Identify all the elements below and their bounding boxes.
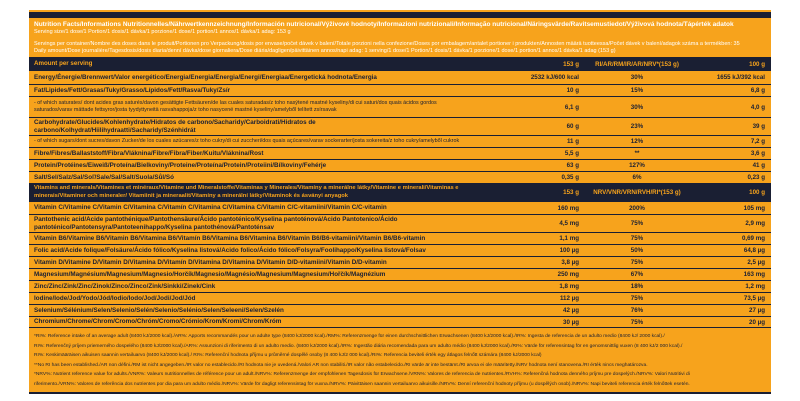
servings-per-container: Servings per container/Nombre des doses dans le produit/Portionen pro Verpackung/dosis por envase/počet dávek v balení/Totale porzioni nella confezione/Doses por embalagem/antalet portioner i produkten/Annosten määrä tuotteessa/Počet dávek v balení/adagok száma a termékben: 35 — [34, 41, 740, 47]
nutrient-per-100g: 7,2 g — [750, 138, 765, 145]
label-intro — [29, 18, 771, 57]
vitamin-row-selenium — [29, 304, 771, 316]
nutrient-per-serving: 2532 kJ/600 kcal — [530, 74, 579, 81]
nutrient-name: Fibre/Fibres/Ballaststoff/Fibra/Vláknina/Fibre/Fibra/Fiber/Kuitu/Vláknina/Rost — [34, 149, 264, 157]
nutrient-row-saturates — [29, 96, 771, 117]
vitamin-per-100g: 73,5 µg — [743, 295, 765, 302]
column-reference-intake: RI/AR/RM/IR/AR/NRV*(153 g) — [595, 60, 679, 68]
column-per-100g: 100 g — [749, 60, 765, 68]
vitamin-per-100g: 2,9 mg — [745, 220, 765, 227]
nutrient-percent: 127% — [629, 162, 645, 169]
footnote-line: RI%: Keskimääräisen aikuisen saannin vertailuarvo (8400 kJ/2000 kcal)./ RI%: Referenční hodnota příjmu u průměrné dospělé osoby (8 400 kJ/2 000 kcal)./RI%: Referencia beviteli érték egy átlagos felnőtt számára (8400 kJ/2000 kcal) — [34, 353, 542, 359]
vitamin-per-100g: 2,5 µg — [747, 259, 765, 266]
vitamin-per-serving: 3,8 µg — [561, 259, 579, 266]
vitamin-percent: 75% — [630, 235, 644, 242]
column-per-serving: 153 g — [563, 60, 579, 68]
nutrient-per-serving: 63 g — [566, 162, 579, 169]
label-title: Nutrition Facts/Informations Nutritionnelles/Nährwertkennzeichnung/Información nutricional/Výživové hodnoty/Informazioni nutrizionali/Informação nutricional/Näringsvärde/Ravitsemustiedot/Výživová hodnota/Tápérték adatok — [34, 21, 734, 28]
vitamin-row-vitamin-d — [29, 256, 771, 268]
vitamin-name: Folic acid/Acide folique/Folsäure/Ácido fólico/Kyselina listová/Acido folico/Ácido fólico/Folsyra/Foolihappo/Kyselina listová/Folsav — [34, 246, 426, 254]
nutrient-row-energy — [29, 71, 771, 84]
vitamin-per-serving: 42 µg — [563, 307, 579, 314]
nutrient-percent: 12% — [630, 138, 644, 145]
vitamins-column-per-100g: 100 g — [749, 189, 765, 196]
nutrient-name: Carbohydrate/Glucides/Kohlenhydrate/Hidratos de carbono/Sacharidy/Carboidrati/Hidratos de carbono/Kolhydrat/Hiilihydraatti/Sacharidy/Szénhidrát — [34, 119, 316, 134]
vitamin-name: Zinc/Zinc/Zink/Zinc/Zinok/Zinco/Zinco/Zink/Sinkki/Zinek/Cink — [34, 282, 216, 290]
footnote-line: riferimento./VRN%: Valores de referência dos nutrientes por dia para um adulto médio./NRV%: Värde för dagligt referensintag för vuxna./NRV%: Päivittäisen saannin vertailuarvo aikuisille./NRV%: Denní referenční hodnoty příjmu (u dospělých osob)./NRV%: Napi beviteli referencia érték felnőttek esetén. — [34, 381, 690, 387]
nutrient-row-sugars — [29, 135, 771, 147]
vitamin-per-serving: 112 µg — [559, 295, 579, 302]
nutrient-per-100g: 39 g — [752, 123, 765, 130]
nutrition-label — [29, 10, 771, 394]
vitamin-row-zinc — [29, 280, 771, 292]
footnote-line: *RI%: Reference intake of an average adult (8400 kJ/2000 kcal)./AR%: Apports recommandés pour un adulte type (8400 kJ/2000 kcal)./RM%: Referenzmenge für einen durchschnittlichen Erwachsenen (8400 kJ/2000 kcal)./IR%: Ingesta de referencia de un adulto medio (8400 kJ/ 2000 kcal)./ — [34, 334, 665, 339]
vitamins-header-label: Vitamins and minerals/Vitamines et minéraux/Vitamine und Mineralstoffe/Vitaminas y Minerales/Vitamíny a minerálne látky/Vitamine e minerali/Vitaminas e minerais/Vitaminer och mineraler/ Vitamiinit ja mineraalit/Vitamíny a minerální látky/Vitaminok és ásványi anyagok — [34, 185, 459, 199]
vitamin-row-pantothenic-acid — [29, 214, 771, 232]
vitamin-name: Vitamin C/Vitamine C/Vitamin C/Vitamina C/Vitamín C/Vitamina C/Vitamina C/Vitamin C/C-vitamiini/Vitamin C/C-vitamin — [34, 204, 387, 212]
vitamin-per-serving: 1,8 mg — [559, 283, 579, 290]
nutrient-percent: 6% — [632, 174, 642, 181]
footnote-line: **No RI has been established./AR non défini./RM ist nicht angegeben./IR valor no establecido./RI hodnota nie je uvedená./Valori AR non stabiliti./IR valor não estabelecido./RI värde är inte bestämt./RI arvoa ei ole määritetty./NRV hodnota není stanovena./RI érték nincs meghatározva. — [34, 362, 648, 368]
nutrient-row-salt — [29, 171, 771, 183]
footnote-line: *NRV%: Nutrient reference value for adults./VNR%: Valeurs nutritionnelles de référence pour un adult./NRV%: Referenzmenge der empfohlenen Tagesdosis für Erwachsene./VRN%: Valores de referencia de nutrientes./RVH%: Referenčná hodnota denného príjmu pre dospelých./NRV%: Valori Nutritivi di — [34, 372, 690, 378]
nutrient-row-protein — [29, 159, 771, 171]
nutrient-percent: 15% — [630, 87, 644, 94]
nutrient-per-serving: 5,5 g — [564, 150, 579, 157]
vitamin-name: Selenium/Sélénium/Selen/Selenio/Selén/Selenio/Selénio/Selen/Seleeni/Selen/Szelén — [34, 306, 284, 314]
vitamin-per-100g: 27 µg — [749, 307, 765, 314]
nutrient-per-100g: 4,0 g — [750, 103, 765, 111]
vitamin-per-serving: 30 µg — [563, 318, 579, 326]
vitamin-row-chromium — [29, 316, 771, 328]
vitamin-per-serving: 1,1 mg — [559, 235, 579, 242]
vitamin-per-100g: 64,8 µg — [743, 247, 765, 254]
vitamin-row-iodine — [29, 292, 771, 304]
vitamin-name: Iodine/Iode/Jod/Yodo/Jód/Iodio/Iodo/Jod/Jodi/Jod/Jód — [34, 294, 196, 302]
vitamin-row-folic-acid — [29, 244, 771, 256]
vitamin-name: Chromium/Chrome/Chrom/Cromo/Chróm/Cromo/Crómio/Krom/Kromi/Chrom/Króm — [34, 318, 282, 326]
daily-amount: Daily amount/Dose journalière/Tagesdosis/dosis diaria/denní dávka/dose giornaliera/Dose diária/dagligen/päivittäinen annos/napi adag: 1 serving/1 dose/1 Portion/1 dosis/1 dávka/1 porzione/1 dose/1 portion/1 annos/1 dávka/1 adag (153 g) — [34, 48, 616, 54]
nutrient-per-100g: 1655 kJ/392 kcal — [716, 74, 765, 81]
nutrient-row-fibre — [29, 147, 771, 159]
vitamin-percent: 75% — [630, 259, 644, 266]
vitamin-row-magnesium — [29, 268, 771, 280]
vitamin-percent: 75% — [630, 220, 644, 227]
vitamin-name: Pantothenic acid/Acide pantothénique/Pantothensäure/Ácido pantoténico/Kyselina pantoténová/Acido Pantotenico/Ácido pantoténico/Pantotensyra/Pantoteenihappo/Kyselina pantothénová/Pantoténsav — [34, 216, 398, 231]
vitamins-column-per-serving: 153 g — [563, 189, 579, 196]
footnotes-block — [29, 328, 771, 390]
nutrient-per-100g: 0,23 g — [747, 174, 765, 181]
nutrient-per-serving: 60 g — [566, 123, 579, 130]
vitamin-per-serving: 250 mg — [557, 271, 579, 278]
vitamin-row-vitamin-b6 — [29, 232, 771, 244]
nutrient-per-100g: 6,8 g — [750, 87, 765, 94]
vitamin-per-serving: 100 µg — [559, 247, 579, 254]
vitamins-column-nrv: NRV/VNR/VRN/RVH/RI*(153 g) — [593, 189, 681, 196]
vitamin-per-100g: 0,69 mg — [741, 235, 765, 242]
nutrient-name: - of which sugars/dont sucres/davon Zucker/de los cuales azúcares/z toho cukry/di cui zuccheri/dos quais açúcares/varav sockerarter/josta sokereita/z toho cukry/amelyből cukrok — [34, 138, 460, 144]
vitamins-header-row — [29, 183, 771, 202]
vitamin-per-serving: 4,5 mg — [559, 220, 579, 227]
nutrient-per-serving: 6,1 g — [564, 103, 579, 111]
vitamin-percent: 76% — [630, 307, 644, 314]
nutrient-percent: 30% — [630, 103, 644, 111]
nutrient-percent: 30% — [630, 74, 644, 81]
nutrient-name: Fat/Lipides/Fett/Grasas/Tuky/Grasso/Lípidos/Fett/Rasva/Tuky/Zsír — [34, 86, 231, 94]
nutrient-name: Salt/Sel/Salz/Sal/Soľ/Sale/Sal/Salt/Suola/Sůl/Só — [34, 173, 174, 181]
table-header-row — [29, 57, 771, 71]
nutrient-name: Energy/Énergie/Brennwert/Valor energético/Energia/Energia/Energia/Energi/Energiaa/Energetická hodnota/Energia — [34, 73, 377, 81]
vitamin-name: Vitamin D/Vitamine D/Vitamin D/Vitamina D/Vitamín D/Vitamina D/Vitamina D/Vitamin D/D-vitamiini/Vitamin D/D-vitamin — [34, 258, 387, 266]
vitamin-per-100g: 163 mg — [743, 271, 765, 278]
nutrient-per-100g: 3,6 g — [750, 150, 765, 157]
vitamin-per-100g: 105 mg — [743, 204, 765, 212]
vitamin-per-100g: 20 µg — [749, 318, 765, 326]
nutrient-per-100g: 41 g — [752, 162, 765, 169]
nutrient-name: Protein/Protéines/Eiweiß/Proteína/Bielkoviny/Proteine/Proteína/Protein/Proteiini/Bílkoviny/Fehérje — [34, 161, 327, 169]
vitamin-percent: 75% — [630, 318, 644, 326]
nutrient-percent: ** — [634, 150, 640, 157]
nutrient-per-serving: 11 g — [566, 138, 579, 145]
vitamin-name: Magnesium/Magnésium/Magnesium/Magnesio/Horčík/Magnesio/Magnésio/Magnesium/Magnesium/Hořčík/Magnézium — [34, 270, 386, 278]
footnote-line: RI%: Referenčný príjem priemerného dospelého (8400 kJ/2000 kcal)./AR%: Assunzioni di riferimento di un adulto medio. (8400 kJ/2000 kcal)./IR%: Ingestão diária recomendada para um adulto médio (8400 kJ/2000 kcal)./RI%: Värde för referensintag för en genomsnittlig vuxen (8 400 kJ/2 000 kcal)./ — [34, 343, 683, 349]
nutrient-per-serving: 0,35 g — [561, 174, 579, 181]
nutrient-per-serving: 10 g — [566, 87, 579, 94]
vitamin-percent: 18% — [630, 283, 644, 290]
vitamin-name: Vitamin B6/Vitamine B6/Vitamin B6/Vitamina B6/Vitamín B6/Vitamina B6/Vitamina B6/Vitamin B6/B6-vitamiini/Vitamin B6/B6-vitamin — [34, 234, 426, 242]
vitamin-percent: 67% — [630, 271, 644, 278]
vitamin-per-serving: 160 mg — [557, 204, 579, 212]
vitamin-per-100g: 1,2 mg — [745, 283, 765, 290]
vitamin-percent: 50% — [630, 247, 644, 254]
vitamin-percent: 75% — [630, 295, 644, 302]
nutrient-percent: 23% — [630, 123, 644, 130]
nutrient-row-carbohydrate — [29, 117, 771, 135]
serving-size: Serving size/1 dose/1 Portion/1 dosis/1 dávka/1 porzione/1 dose/1 portion/1 annos/1 dávka/1 adag: 153 g — [34, 29, 291, 35]
nutrient-row-fat — [29, 84, 771, 96]
column-amount-per-serving: Amount per serving — [34, 60, 93, 68]
nutrient-name: - of which saturates/ dont acides gras saturés/davon gesättigte Fettsäuren/de las cuales saturadas/z toho nasýtené mastné kyseliny/di cui saturi/dos quais ácidos gordos saturados/varav mättade fettsyror/josta tyydyttyneitä rasvahappoja/z toho nasycené mastné kyseliny/amelyből telített zsírsavak — [34, 100, 437, 113]
vitamin-percent: 200% — [629, 204, 645, 212]
vitamin-row-vitamin-c — [29, 202, 771, 214]
